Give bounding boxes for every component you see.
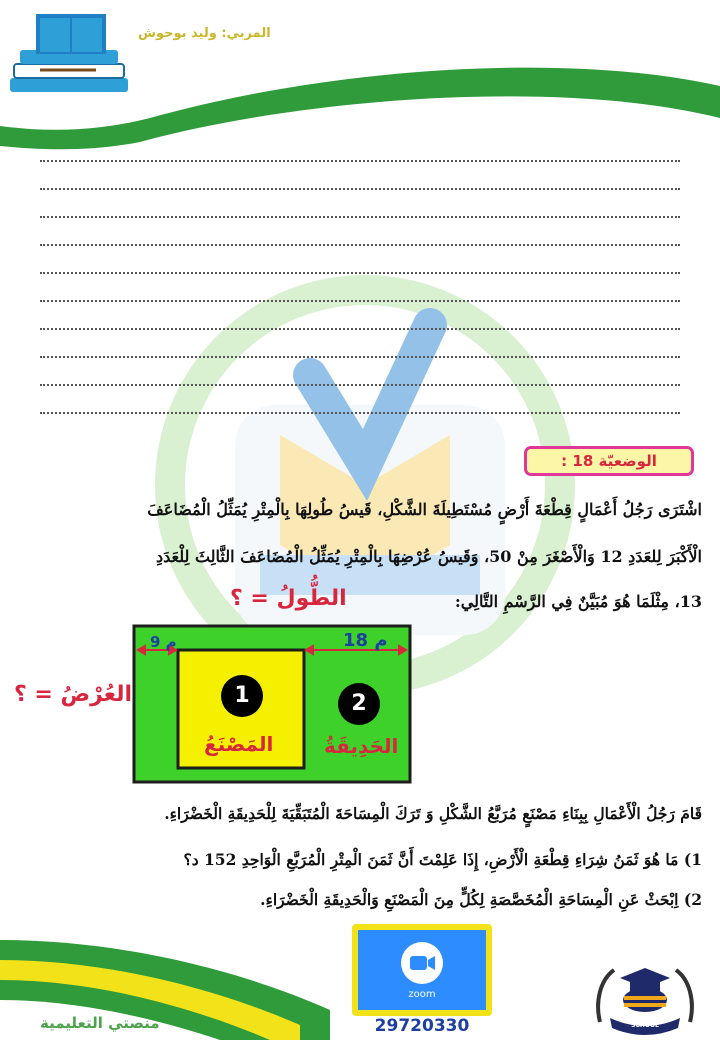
situation-badge-label: الوضعيّة 18 :: [561, 452, 657, 470]
answer-line: [40, 244, 680, 246]
answer-line: [40, 412, 680, 414]
problem-line-2: الْأَكْبَرَ لِلعَدَدِ 12 وَالْأَصْغَرَ مِنْ 50، وَقَيسُ عُرْضِهَا بِالْمِتْرِ يُمَثِّلُ الْمُضَاعَفَ الثَّالِثَ لِلْعَدَدِ: [155, 547, 702, 566]
factory-label: المَصْنَعُ: [204, 732, 274, 756]
question-1: [183, 850, 702, 869]
questions-intro: قَامَ رَجُلُ الْأَعْمَالِ بِبِنَاءِ مَصْنَعٍ مُرَبَّعُ الشَّكْلِ وَ تَرَكَ الْمِسَاحَةَ الْمُتَبَقِّيَةَ لِلْحَدِيقَةِ الْخَضْرَاءِ.: [164, 804, 702, 823]
zoom-camera-icon: [400, 941, 444, 985]
question-2-text: اِبْحَثْ عَنِ الْمِسَاحَةِ الْمُخَصَّصَةِ لِكُلٍّ مِنَ الْمَصْنَعِ وَالْحَدِيقَةِ الْخَضْرَاءِ.: [260, 890, 679, 909]
zoom-word: zoom: [408, 988, 436, 1000]
answer-line: [40, 160, 680, 162]
answer-line: [40, 328, 680, 330]
problem-line-1: اشْتَرَى رَجُلُ أَعْمَالٍ قِطْعَةَ أَرْضٍ مُسْتَطِيلَةَ الشَّكْلِ، قَيسُ طُولِهَا بِالْمِتْرِ يُمَثِّلُ الْمُضَاعَفَ: [147, 500, 702, 519]
header-band: [0, 0, 720, 150]
school-logo-text: SCHOOL: [631, 1022, 659, 1029]
zoom-meeting-id: 29720330: [374, 1016, 470, 1036]
answer-line: [40, 384, 680, 386]
answer-line: [40, 300, 680, 302]
width-label: العُرْضُ = ؟: [14, 682, 133, 707]
answer-line: [40, 356, 680, 358]
school-logo: [590, 962, 700, 1036]
left-measure-label: 9 م: [150, 633, 177, 651]
platform-name: منصتي التعليمية: [40, 1014, 160, 1032]
question-2: [260, 890, 702, 909]
answer-line: [40, 188, 680, 190]
situation-badge: [524, 446, 694, 476]
answer-line: [40, 272, 680, 274]
garden-number: 2: [351, 691, 367, 716]
zoom-banner[interactable]: [352, 924, 492, 1016]
question-1-text: مَا هُوَ ثَمَنُ شِرَاءِ قِطْعَةِ الْأَرْضِ، إِذَا عَلِمْتَ أَنَّ ثَمَنَ الْمِتْرِ الْمُرَبَّعِ الْوَاحِدِ 152 د؟: [183, 850, 679, 869]
teacher-name: المربي: وليد بوحوش: [138, 26, 271, 41]
question-2-number: 2): [683, 890, 702, 909]
length-label: الطُّولُ = ؟: [230, 586, 347, 611]
question-1-number: 1): [683, 850, 702, 869]
answer-line: [40, 216, 680, 218]
garden-label: الحَدِيقَةُ: [324, 734, 399, 758]
factory-number: 1: [234, 683, 250, 708]
problem-line-3: 13، مِثْلَمَا هُوَ مُبَيَّنٌ فِي الرَّسْمِ التَّالِي:: [454, 592, 702, 611]
right-measure-label: 18 م: [343, 630, 388, 651]
